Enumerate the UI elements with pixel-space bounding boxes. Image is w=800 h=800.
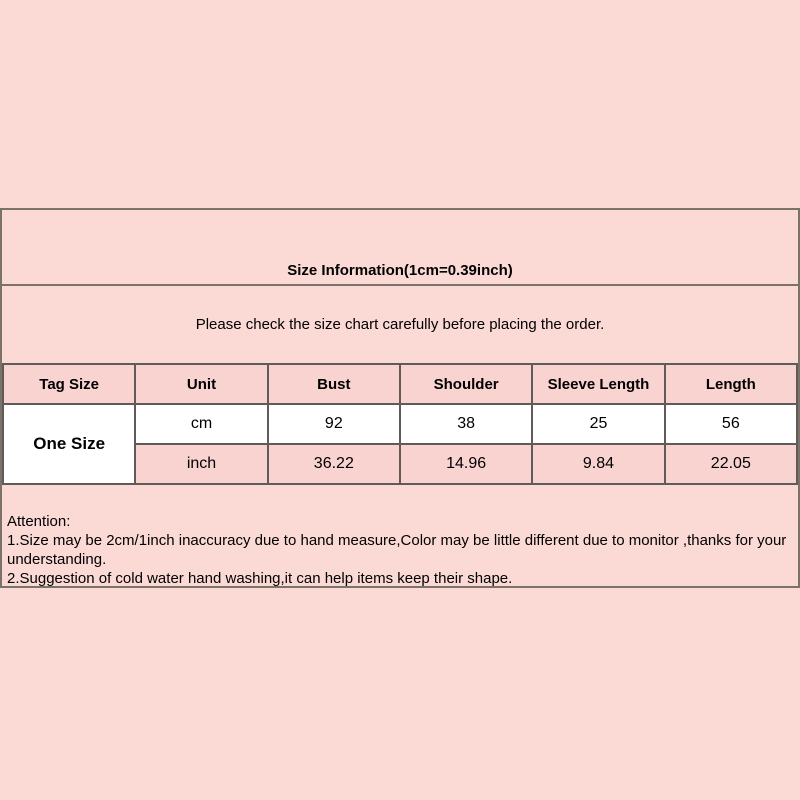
column-header-unit: Unit <box>135 364 267 404</box>
cell-bust-inch: 36.22 <box>268 444 400 484</box>
attention-note-2: 2.Suggestion of cold water hand washing,it can help items keep their shape. <box>7 570 513 587</box>
panel-subtitle: Please check the size chart carefully before placing the order. <box>195 316 605 333</box>
column-header-length: Length <box>665 364 797 404</box>
cell-tag-size: One Size <box>3 404 135 484</box>
table-row-cm <box>3 404 797 444</box>
column-header-bust: Bust <box>268 364 400 404</box>
cell-length-cm: 56 <box>665 404 797 444</box>
attention-note-1: 1.Size may be 2cm/1inch inaccuracy due to hand measure,Color may be little different due to monitor ,thanks for your understanding. <box>7 532 787 568</box>
cell-unit-cm: cm <box>135 404 267 444</box>
cell-length-inch: 22.05 <box>665 444 797 484</box>
cell-unit-inch: inch <box>135 444 267 484</box>
column-header-sleeve-length: Sleeve Length <box>532 364 664 404</box>
column-header-shoulder: Shoulder <box>400 364 532 404</box>
table-header-row <box>3 364 797 404</box>
cell-shoulder-cm: 38 <box>400 404 532 444</box>
attention-section <box>2 485 798 588</box>
cell-sleeve-length-cm: 25 <box>532 404 664 444</box>
column-header-tag-size: Tag Size <box>3 364 135 404</box>
attention-heading: Attention: <box>7 513 71 530</box>
panel-title: Size Information(1cm=0.39inch) <box>2 210 798 286</box>
cell-shoulder-inch: 14.96 <box>400 444 532 484</box>
cell-sleeve-length-inch: 9.84 <box>532 444 664 484</box>
size-info-panel <box>0 208 800 588</box>
size-table <box>2 363 798 485</box>
cell-bust-cm: 92 <box>268 404 400 444</box>
